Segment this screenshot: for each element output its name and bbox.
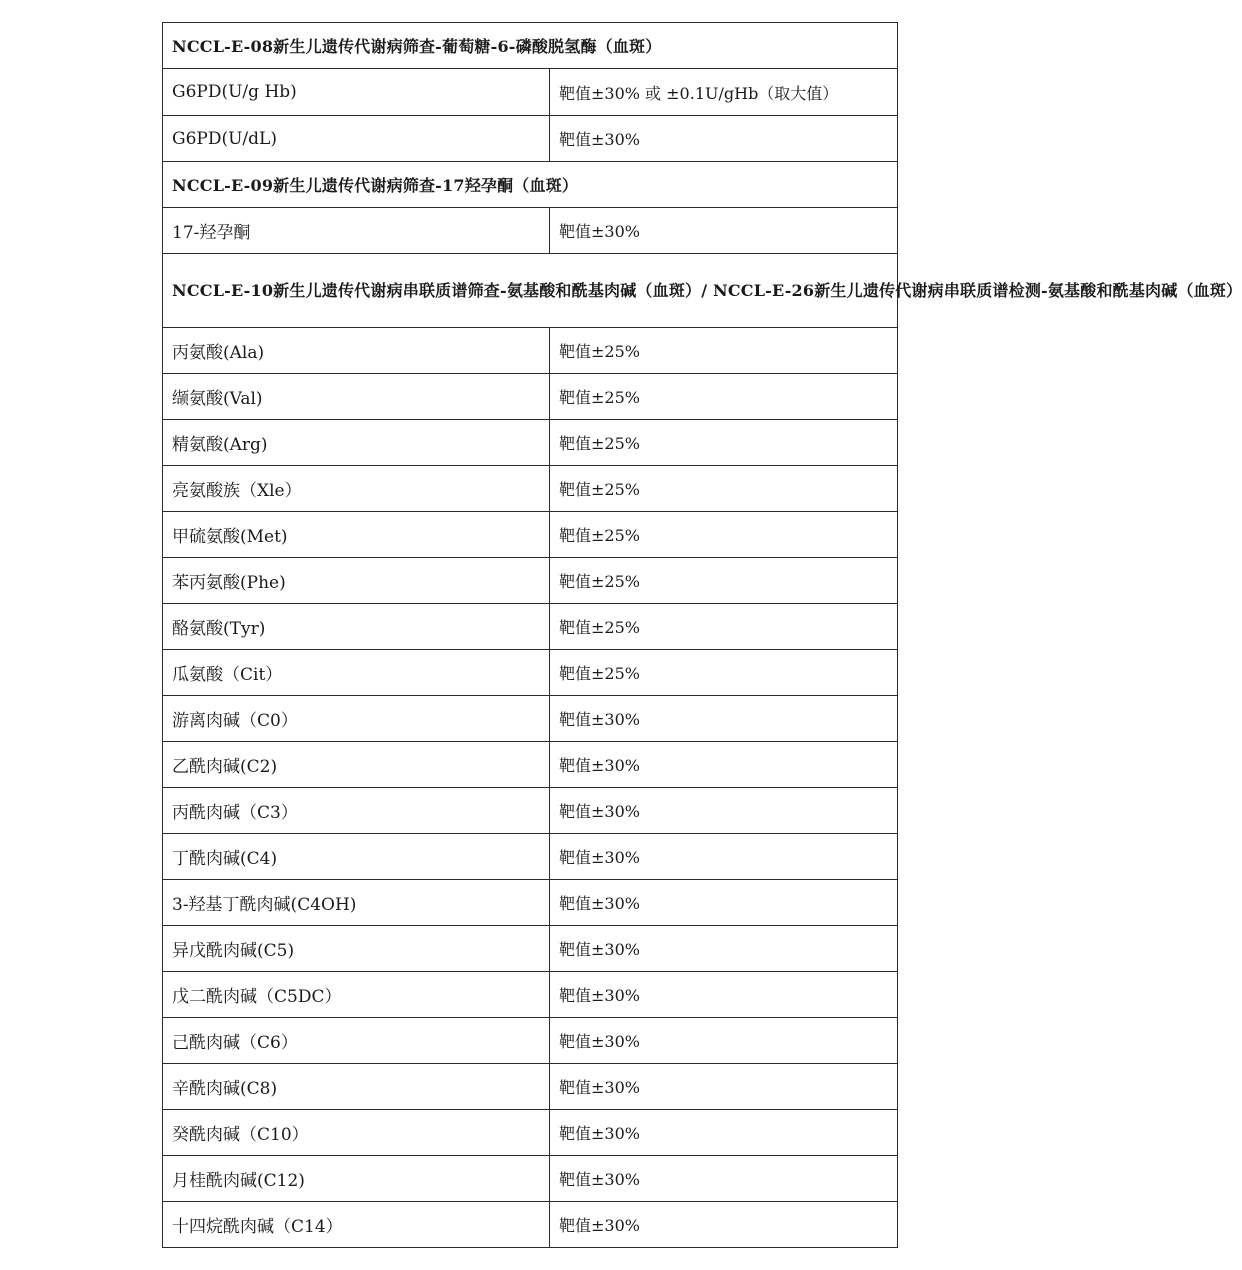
analyte-name: 17-羟孕酮: [163, 208, 550, 254]
analyte-name: 3-羟基丁酰肉碱(C4OH): [163, 880, 550, 926]
table-row: [163, 788, 898, 834]
acceptance-criterion: 靶值±30%: [550, 1156, 898, 1202]
analyte-name: 异戊酰肉碱(C5): [163, 926, 550, 972]
table-row: [163, 69, 898, 116]
analyte-name: G6PD(U/dL): [163, 116, 550, 162]
analyte-name: 己酰肉碱（C6）: [163, 1018, 550, 1064]
acceptance-criterion: 靶值±25%: [550, 466, 898, 512]
analyte-name: 月桂酰肉碱(C12): [163, 1156, 550, 1202]
table-row: [163, 466, 898, 512]
analyte-name: 乙酰肉碱(C2): [163, 742, 550, 788]
section-title: NCCL-E-08新生儿遗传代谢病筛查-葡萄糖-6-磷酸脱氢酶（血斑）: [163, 23, 898, 69]
analyte-name: 亮氨酸族（Xle）: [163, 466, 550, 512]
table-row: [163, 1018, 898, 1064]
table-row: [163, 604, 898, 650]
table-row: [163, 926, 898, 972]
acceptance-criterion: 靶值±30% 或 ±0.1U/gHb（取大值）: [550, 69, 898, 116]
table-row: [163, 328, 898, 374]
acceptance-criterion: 靶值±30%: [550, 1064, 898, 1110]
acceptance-criterion: 靶值±30%: [550, 926, 898, 972]
table-row: [163, 116, 898, 162]
acceptance-criterion: 靶值±30%: [550, 116, 898, 162]
acceptance-criterion: 靶值±30%: [550, 742, 898, 788]
section-header-row: [163, 162, 898, 208]
table-row: [163, 972, 898, 1018]
table-row: [163, 880, 898, 926]
acceptance-criterion: 靶值±30%: [550, 1202, 898, 1248]
analyte-name: 丙氨酸(Ala): [163, 328, 550, 374]
acceptance-criterion: 靶值±25%: [550, 650, 898, 696]
analyte-name: 游离肉碱（C0）: [163, 696, 550, 742]
criteria-table: [162, 22, 1242, 1248]
table-row: [163, 1202, 898, 1248]
analyte-name: 酪氨酸(Tyr): [163, 604, 550, 650]
table-row: [163, 374, 898, 420]
acceptance-criterion: 靶值±25%: [550, 604, 898, 650]
analyte-name: 甲硫氨酸(Met): [163, 512, 550, 558]
acceptance-criterion: 靶值±25%: [550, 374, 898, 420]
acceptance-criterion: 靶值±30%: [550, 834, 898, 880]
table-row: [163, 834, 898, 880]
analyte-name: 十四烷酰肉碱（C14）: [163, 1202, 550, 1248]
table-row: [163, 420, 898, 466]
analyte-name: 瓜氨酸（Cit）: [163, 650, 550, 696]
acceptance-criterion: 靶值±30%: [550, 696, 898, 742]
acceptance-criterion: 靶值±30%: [550, 880, 898, 926]
analyte-name: 辛酰肉碱(C8): [163, 1064, 550, 1110]
acceptance-criterion: 靶值±25%: [550, 328, 898, 374]
section-title: NCCL-E-10新生儿遗传代谢病串联质谱筛查-氨基酸和酰基肉碱（血斑）/ NCCL-E-26新生儿遗传代谢病串联质谱检测-氨基酸和酰基肉碱（血斑）: [163, 254, 898, 328]
acceptance-criterion: 靶值±30%: [550, 208, 898, 254]
table-row: [163, 742, 898, 788]
section-header-row: [163, 254, 898, 328]
table-row: [163, 208, 898, 254]
acceptance-criterion: 靶值±30%: [550, 1018, 898, 1064]
table-row: [163, 650, 898, 696]
acceptance-criterion: 靶值±25%: [550, 420, 898, 466]
analyte-name: 丁酰肉碱(C4): [163, 834, 550, 880]
acceptance-criterion: 靶值±30%: [550, 972, 898, 1018]
analyte-name: 丙酰肉碱（C3）: [163, 788, 550, 834]
table-row: [163, 1156, 898, 1202]
section-title: NCCL-E-09新生儿遗传代谢病筛查-17羟孕酮（血斑）: [163, 162, 898, 208]
table-row: [163, 558, 898, 604]
acceptance-criterion: 靶值±25%: [550, 512, 898, 558]
analyte-name: 癸酰肉碱（C10）: [163, 1110, 550, 1156]
analyte-name: G6PD(U/g Hb): [163, 69, 550, 116]
table-row: [163, 1110, 898, 1156]
analyte-name: 缬氨酸(Val): [163, 374, 550, 420]
acceptance-criterion: 靶值±25%: [550, 558, 898, 604]
analyte-name: 戊二酰肉碱（C5DC）: [163, 972, 550, 1018]
acceptance-criterion: 靶值±30%: [550, 788, 898, 834]
table-row: [163, 696, 898, 742]
table-row: [163, 512, 898, 558]
acceptance-criterion: 靶值±30%: [550, 1110, 898, 1156]
analyte-name: 精氨酸(Arg): [163, 420, 550, 466]
analyte-name: 苯丙氨酸(Phe): [163, 558, 550, 604]
table-row: [163, 1064, 898, 1110]
section-header-row: [163, 23, 898, 69]
